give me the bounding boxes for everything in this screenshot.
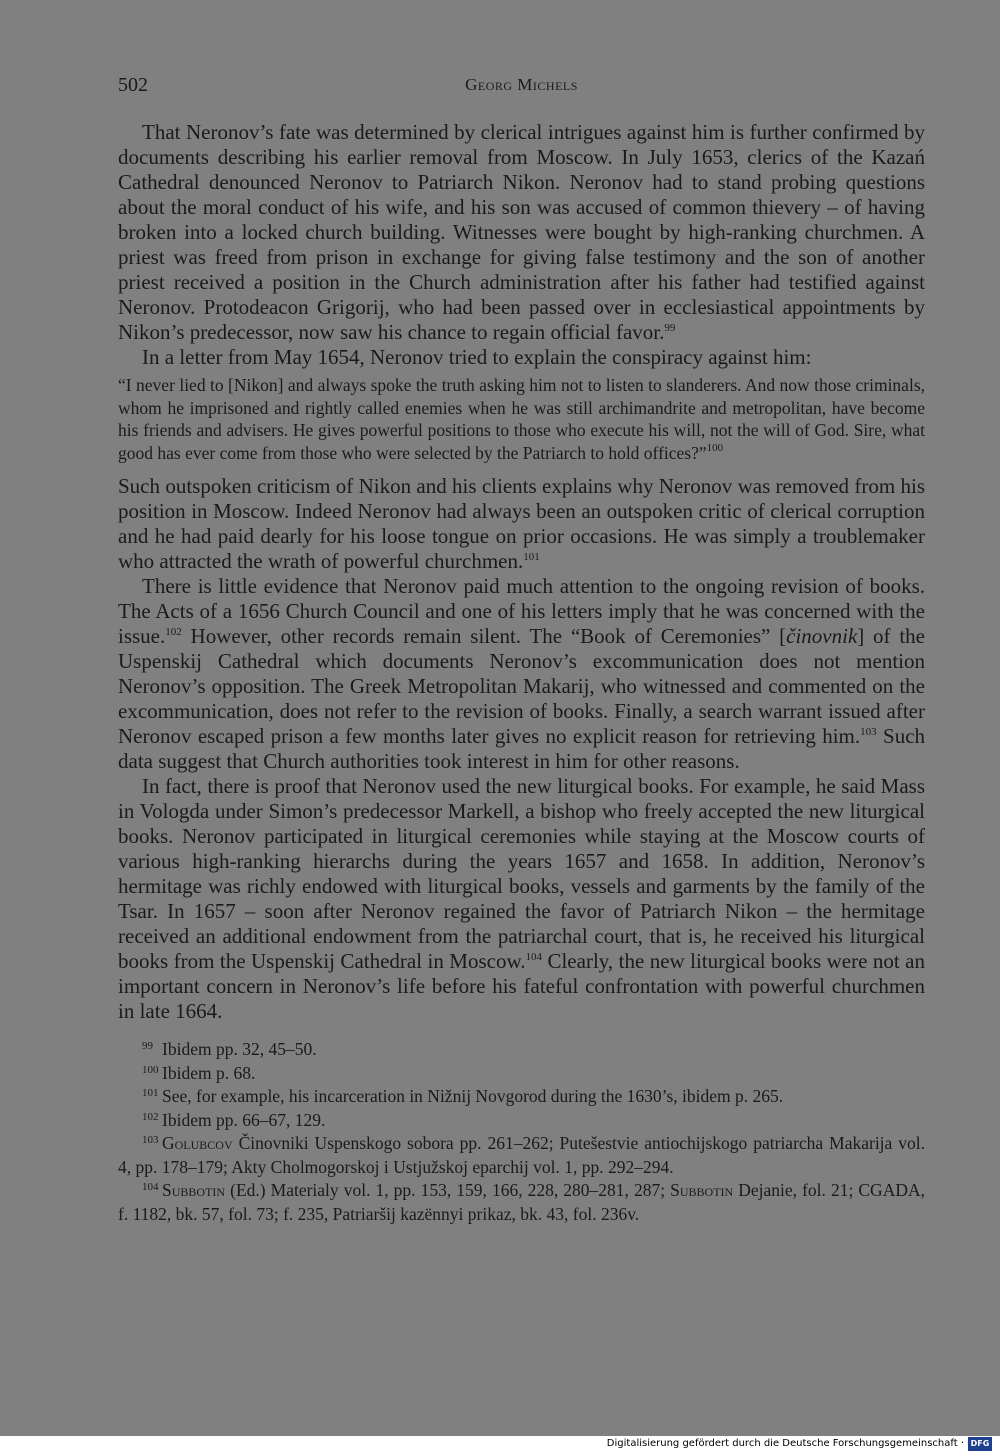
footnote: 100 Ibidem p. 68. <box>142 1062 256 1083</box>
running-head: Georg Michels <box>465 75 578 94</box>
paragraph-text: That Neronov’s fate was determined by clerical intrigues against him is further confirmed by documents describing his earlier removal from Moscow. In July 1653, clerics of the Kazań Cathedral denounced Neronov to Patriarch Nikon. Neronov had to stand probing questions about the moral conduct of his wife, and his son was accused of common thievery – of having broken into a locked church building. Witnesses were bought by high-ranking churchmen. A priest was freed from prison in exchange for giving false testimony and the son of another priest received a position in the Church administration after his father had testified against Neronov. Protodeacon Grigorij, who had been passed over in ecclesiastical appointments by Nikon’s predecessor, now saw his chance to regain official favor. <box>118 120 925 344</box>
paragraph-text: There is little evidence that Neronov paid much attention to the ongoing revision of books. The Acts of a 1656 Church Council and one of his letters imply that he was concerned with the issue. <box>118 574 925 648</box>
dfg-logo: DFG <box>968 1437 992 1451</box>
footnote: 99 Ibidem pp. 32, 45–50. <box>142 1039 317 1059</box>
paragraph-text: Clearly, the new liturgical books were not an important concern in Neronov’s life before his fateful confrontation with powerful churchmen in late 1664. <box>118 949 925 1023</box>
footnote-ref: 100 <box>706 441 724 454</box>
page-number: 502 <box>118 74 148 96</box>
funding-notice: Digitalisierung gefördert durch die Deutsche Forschungsgemeinschaft · <box>606 1438 964 1449</box>
footnote-ref: 104 <box>525 951 543 963</box>
paragraph <box>118 774 925 1024</box>
footnote-text: Ibidem pp. 66–67, 129. <box>162 1109 326 1130</box>
paragraph-text: Such data suggest that Church authorities took interest in him for other reasons. <box>118 724 926 773</box>
footnote-author: Subbotin <box>162 1180 226 1200</box>
footnote-ref: 102 <box>165 626 182 638</box>
paragraph <box>118 120 925 345</box>
main-text <box>118 120 925 1226</box>
footnote: 104 Subbotin (Ed.) Materialy vol. 1, pp. 153, 159, 166, 228, 280–281, 287; Subbotin Dejanie, fol. 21; CGADA, f. 1182, bk. 57, fol. 73; f. 235, Patriaršij kazënnyi prikaz, bk. 43, fol. 236v. <box>118 1180 925 1224</box>
footnote-text: Ibidem p. 68. <box>162 1062 256 1083</box>
page-header <box>118 72 925 102</box>
paragraph-text: ] of the Uspenskij Cathedral which documents Neronov’s excommunication does not mention Neronov’s opposition. The Greek Metropolitan Makarij, who witnessed and commented on the excommunication, does not refer to the revision of books. Finally, a search warrant issued after Neronov escaped prison a few months later gives no explicit reason for retrieving him. <box>118 624 925 748</box>
paragraph-text: In fact, there is proof that Neronov used the new liturgical books. For example, he said Mass in Vologda under Simon’s predecessor Markell, a bishop who freely accepted the new liturgical books. Neronov participated in liturgical ceremonies while staying at the Moscow courts of various high-ranking hierarchs during the years 1657 and 1658. In addition, Neronov’s hermitage was richly endowed with liturgical books, vessels and garments by the family of the Tsar. In 1657 – soon after Neronov regained the favor of Patriarch Nikon – the hermitage received an additional endowment from the patriarchal court, that is, he received his liturgical books from the Uspenskij Cathedral in Moscow. <box>118 774 925 973</box>
footnote-ref: 99 <box>664 322 676 334</box>
footnote-text: Ibidem pp. 32, 45–50. <box>162 1039 317 1059</box>
footnote-text: (Ed.) Materialy vol. 1, pp. 153, 159, 166, 228, 280–281, 287; <box>225 1180 671 1200</box>
footnote-author: Golubcov <box>162 1133 233 1153</box>
paragraph <box>118 574 925 774</box>
footnote-text: Dejanie, fol. 21; CGADA, f. 1182, bk. 57, fol. 73; f. 235, Patriaršij kazënnyi prikaz, bk. 43, fol. 236v. <box>118 1180 925 1224</box>
paragraph-text: However, other records remain silent. The “Book of Ceremonies” [ <box>181 624 787 648</box>
footnote-text: Činovniki Uspenskogo sobora pp. 261–262; Putešestvie antiochijskogo patriarcha Makarija vol. 4, pp. 178–179; Akty Cholmogorskoj i Ustjužskoj eparchij vol. 1, pp. 292–294. <box>118 1133 925 1177</box>
footnote-ref: 103 <box>860 726 877 738</box>
quote-text: “I never lied to [Nikon] and always spoke the truth asking him not to listen to slanderers. And now those criminals, whom he imprisoned and rightly called enemies when he was still archimandrite and metropolitan, have become his friends and advisers. He gives powerful positions to those who execute his will, not the will of God. Sire, what good has ever come from those who were selected by the Patriarch to hold offices?” <box>118 375 925 463</box>
block-quote <box>118 374 925 464</box>
digitization-footer <box>0 1436 1000 1453</box>
footnote-text: See, for example, his incarceration in Nižnij Novgorod during the 1630’s, ibidem p. 265. <box>162 1086 784 1106</box>
footnote-author: Subbotin <box>670 1180 734 1200</box>
footnote: 102 Ibidem pp. 66–67, 129. <box>142 1109 326 1130</box>
paragraph-text: In a letter from May 1654, Neronov tried to explain the conspiracy against him: <box>142 345 812 369</box>
paragraph <box>118 345 925 370</box>
footnote: 103 Golubcov Činovniki Uspenskogo sobora pp. 261–262; Putešestvie antiochijskogo patriarcha Makarija vol. 4, pp. 178–179; Akty Cholmogorskoj i Ustjužskoj eparchij vol. 1, pp. 292–294. <box>118 1133 925 1177</box>
footnotes <box>118 1038 925 1226</box>
italic-term: činovnik <box>786 624 858 648</box>
footnote: 101 See, for example, his incarceration in Nižnij Novgorod during the 1630’s, ibidem p. 265. <box>142 1086 784 1106</box>
paragraph-text: Such outspoken criticism of Nikon and his clients explains why Neronov was removed from his position in Moscow. Indeed Neronov had always been an outspoken critic of clerical corruption and he had paid dearly for his loose tongue on prior occasions. He was simply a troublemaker who attracted the wrath of powerful churchmen. <box>118 474 925 573</box>
footnote-ref: 101 <box>523 551 540 563</box>
paragraph <box>118 474 925 574</box>
